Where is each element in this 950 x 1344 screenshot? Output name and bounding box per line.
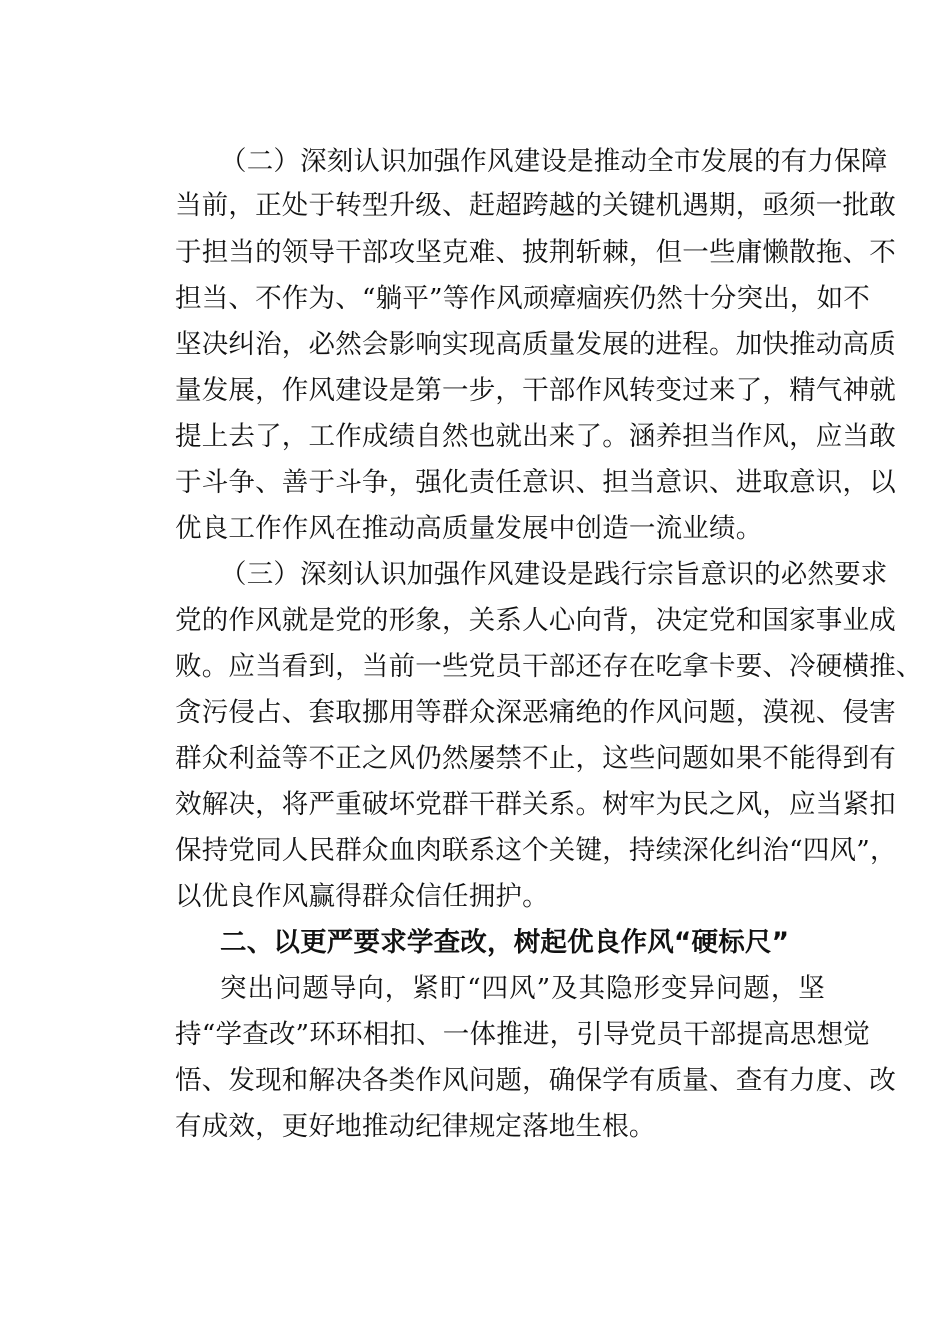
paragraph-line: 于担当的领导干部攻坚克难、披荆斩棘，但一些庸懒散拖、不 <box>175 237 896 268</box>
paragraph-line: 党的作风就是党的形象，关系人心向背，决定党和国家事业成 <box>175 605 896 636</box>
paragraph-line: 当前，正处于转型升级、赶超跨越的关键机遇期，亟须一批敢 <box>175 190 896 221</box>
paragraph-line: 坚决纠治，必然会影响实现高质量发展的进程。加快推动高质 <box>175 329 896 360</box>
paragraph-line: 持“学查改”环环相扣、一体推进，引导党员干部提高思想觉 <box>175 1019 870 1050</box>
paragraph-line: 提上去了，工作成绩自然也就出来了。涵养担当作风，应当敢 <box>175 421 896 452</box>
paragraph-line: 悟、发现和解决各类作风问题，确保学有质量、查有力度、改 <box>175 1065 896 1096</box>
paragraph-line: 有成效，更好地推动纪律规定落地生根。 <box>175 1111 656 1142</box>
paragraph-line: 优良工作作风在推动高质量发展中创造一流业绩。 <box>175 513 763 544</box>
paragraph-line: 贪污侵占、套取挪用等群众深恶痛绝的作风问题，漠视、侵害 <box>175 697 896 728</box>
paragraph-line: 保持党同人民群众血肉联系这个关键，持续深化纠治“四风”， <box>175 835 897 866</box>
paragraph-line: 量发展，作风建设是第一步，干部作风转变过来了，精气神就 <box>175 375 896 406</box>
paragraph-line: 突出问题导向，紧盯“四风”及其隐形变异问题，坚 <box>220 973 825 1004</box>
paragraph-line: 群众利益等不正之风仍然屡禁不止，这些问题如果不能得到有 <box>175 743 896 774</box>
subheading-3: （三）深刻认识加强作风建设是践行宗旨意识的必然要求 <box>220 559 888 590</box>
paragraph-line: 效解决，将严重破坏党群干群关系。树牢为民之风，应当紧扣 <box>175 789 896 820</box>
paragraph-line: 于斗争、善于斗争，强化责任意识、担当意识、进取意识，以 <box>175 467 896 498</box>
section-heading: 二、以更严要求学查改，树起优良作风“硬标尺” <box>220 927 790 958</box>
subheading-2: （二）深刻认识加强作风建设是推动全市发展的有力保障 <box>220 146 888 177</box>
paragraph-line: 败。应当看到，当前一些党员干部还存在吃拿卡要、冷硬横推、 <box>175 651 923 682</box>
paragraph-line: 担当、不作为、“躺平”等作风顽瘴痼疾仍然十分突出，如不 <box>175 283 870 314</box>
paragraph-line: 以优良作风赢得群众信任拥护。 <box>175 881 549 912</box>
